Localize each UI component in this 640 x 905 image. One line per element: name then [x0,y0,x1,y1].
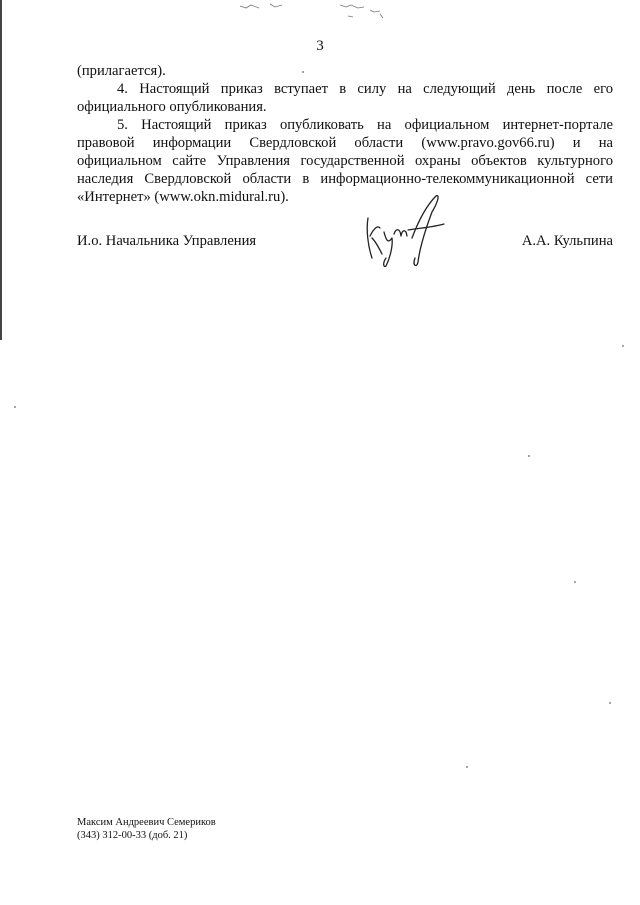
paragraph-continuation: (прилагается). [77,63,166,79]
signatory-name: А.А. Кульпина [521,233,613,249]
paragraph-item-4: 4. Настоящий приказ вступает в силу на следующий день после его официального опубликования. [77,81,613,115]
executor-footer [77,816,216,842]
signature-block [77,233,613,253]
page-number: 3 [316,38,324,54]
document-body [77,62,613,206]
handwritten-signature [360,192,450,270]
scan-speck [609,702,611,704]
executor-phone: (343) 312-00-33 (доб. 21) [77,830,188,841]
scan-speck [14,406,16,408]
scan-noise-mark [230,0,420,24]
scan-speck [528,455,530,457]
scan-speck [302,71,304,73]
signatory-position: И.о. Начальника Управления [77,233,257,249]
executor-name: Максим Андреевич Семериков [77,817,216,828]
scan-speck [466,766,468,768]
scan-speck [622,345,624,347]
paragraph-item-5: 5. Настоящий приказ опубликовать на официальном интернет-портале правовой информации Свердловской области (www.pravo.gov66.ru) и на официальном сайте Управления государственной охраны объектов культурного наследия Свердловской области в информационно-телекоммуникационной сети «Интернет» (www.okn.midural.ru). [77,117,613,205]
scan-speck [574,581,576,583]
